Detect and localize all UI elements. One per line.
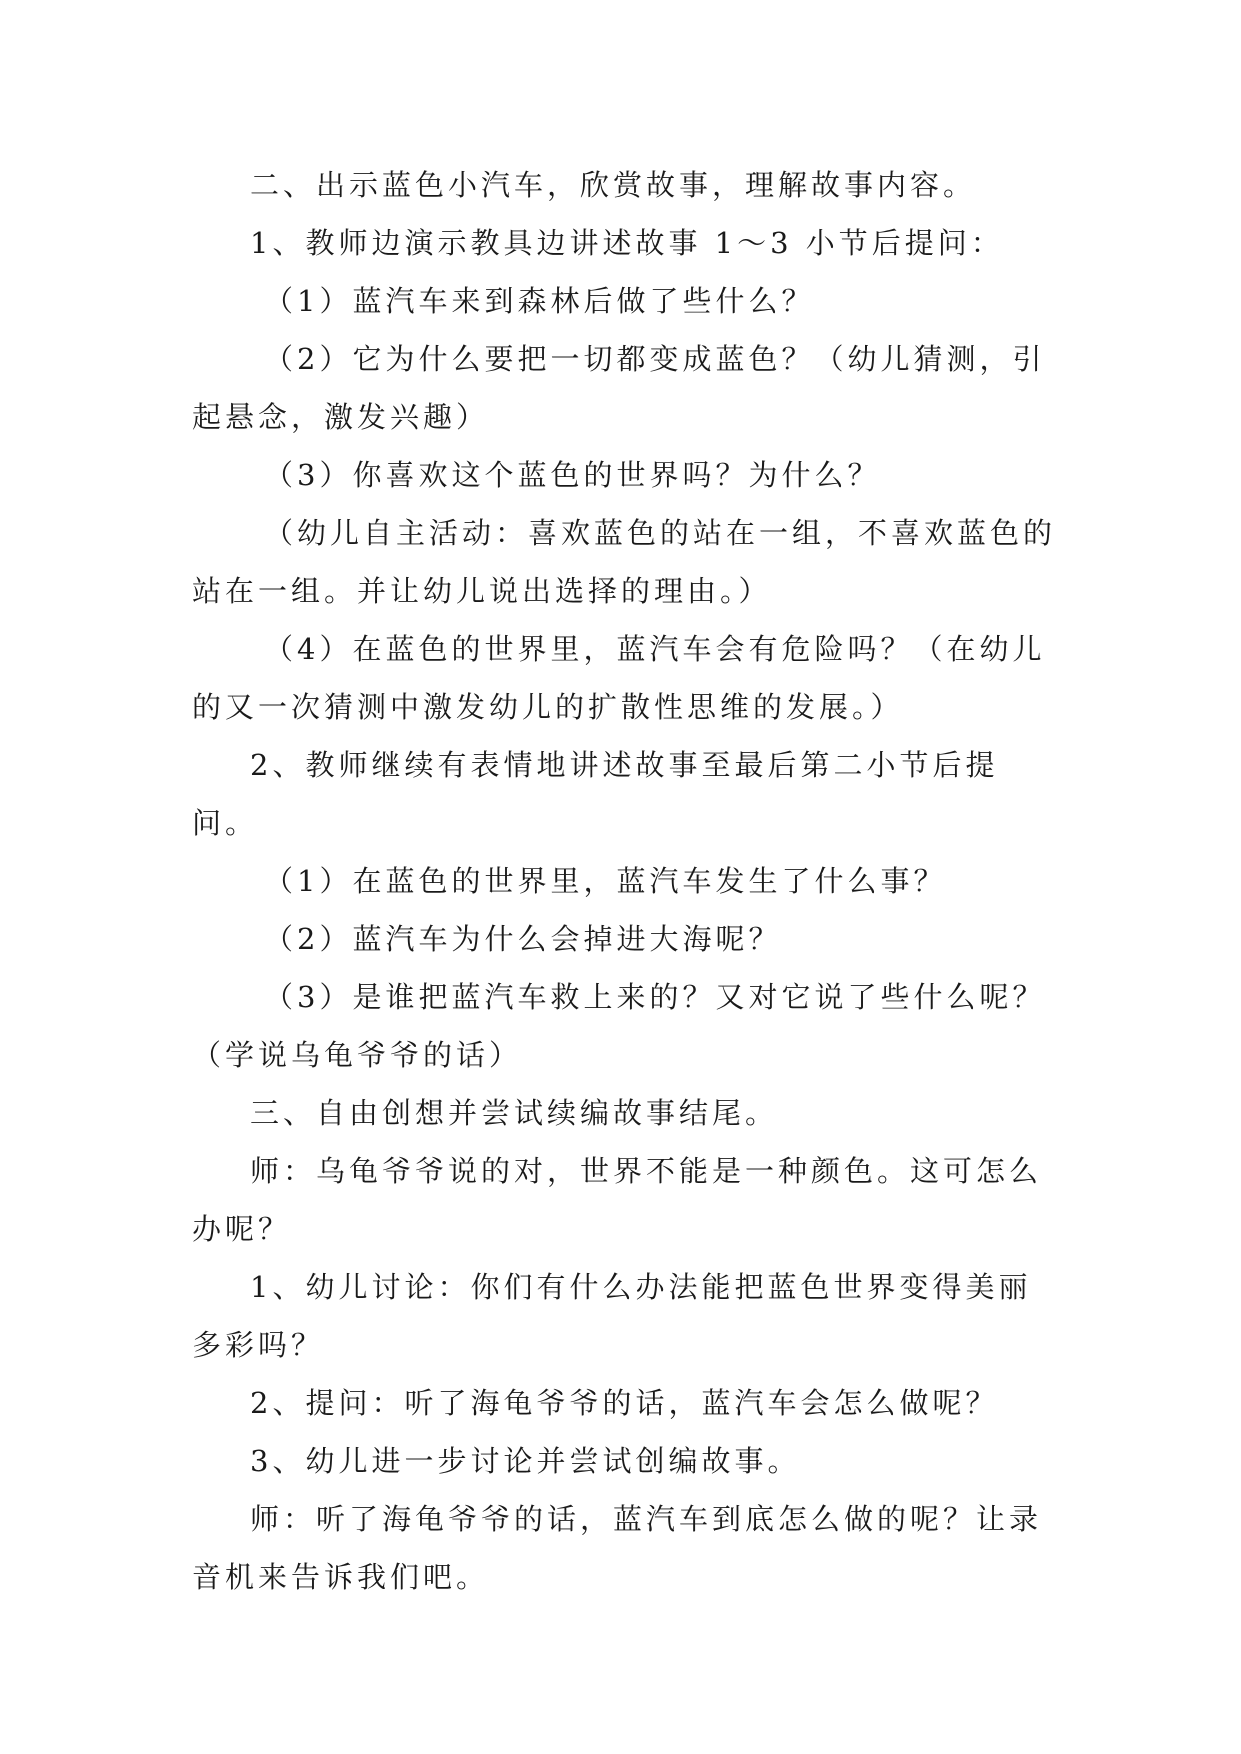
question-1-2: （2）它为什么要把一切都变成蓝色？（幼儿猜测，引起悬念，激发兴趣）: [192, 342, 1046, 434]
document-body: [192, 156, 1062, 1606]
teacher-line-1: 师：乌龟爷爷说的对，世界不能是一种颜色。这可怎么办呢？: [192, 1154, 1043, 1246]
step-3-3-paragraph: 3、幼儿进一步讨论并尝试创编故事。: [250, 1444, 801, 1478]
section-heading-3: 三、自由创想并尝试续编故事结尾。: [250, 1096, 779, 1130]
step-3-2-paragraph: 2、提问：听了海龟爷爷的话，蓝汽车会怎么做呢？: [250, 1386, 999, 1420]
question-1-3: （3）你喜欢这个蓝色的世界吗？为什么？: [264, 458, 881, 492]
question-2-2: （2）蓝汽车为什么会掉进大海呢？: [264, 922, 782, 956]
step-1-paragraph: 1、教师边演示教具边讲述故事 1～3 小节后提问：: [250, 226, 1004, 260]
step-3-1-paragraph: 1、幼儿讨论：你们有什么办法能把蓝色世界变得美丽多彩吗？: [192, 1270, 1032, 1362]
section-heading-2: 二、出示蓝色小汽车，欣赏故事，理解故事内容。: [250, 168, 977, 202]
question-1-1: （1）蓝汽车来到森林后做了些什么？: [264, 284, 815, 318]
question-2-1: （1）在蓝色的世界里，蓝汽车发生了什么事？: [264, 864, 947, 898]
activity-note: （幼儿自主活动：喜欢蓝色的站在一组，不喜欢蓝色的站在一组。并让幼儿说出选择的理由。）: [192, 516, 1057, 608]
question-1-4: （4）在蓝色的世界里，蓝汽车会有危险吗？（在幼儿的又一次猜测中激发幼儿的扩散性思维的发展。）: [192, 632, 1046, 724]
question-2-3: （3）是谁把蓝汽车救上来的？又对它说了些什么呢？（学说乌龟爷爷的话）: [192, 980, 1046, 1072]
step-2-paragraph: 2、教师继续有表情地讲述故事至最后第二小节后提问。: [192, 748, 999, 840]
teacher-line-2: 师：听了海龟爷爷的话，蓝汽车到底怎么做的呢？让录音机来告诉我们吧。: [192, 1502, 1043, 1594]
